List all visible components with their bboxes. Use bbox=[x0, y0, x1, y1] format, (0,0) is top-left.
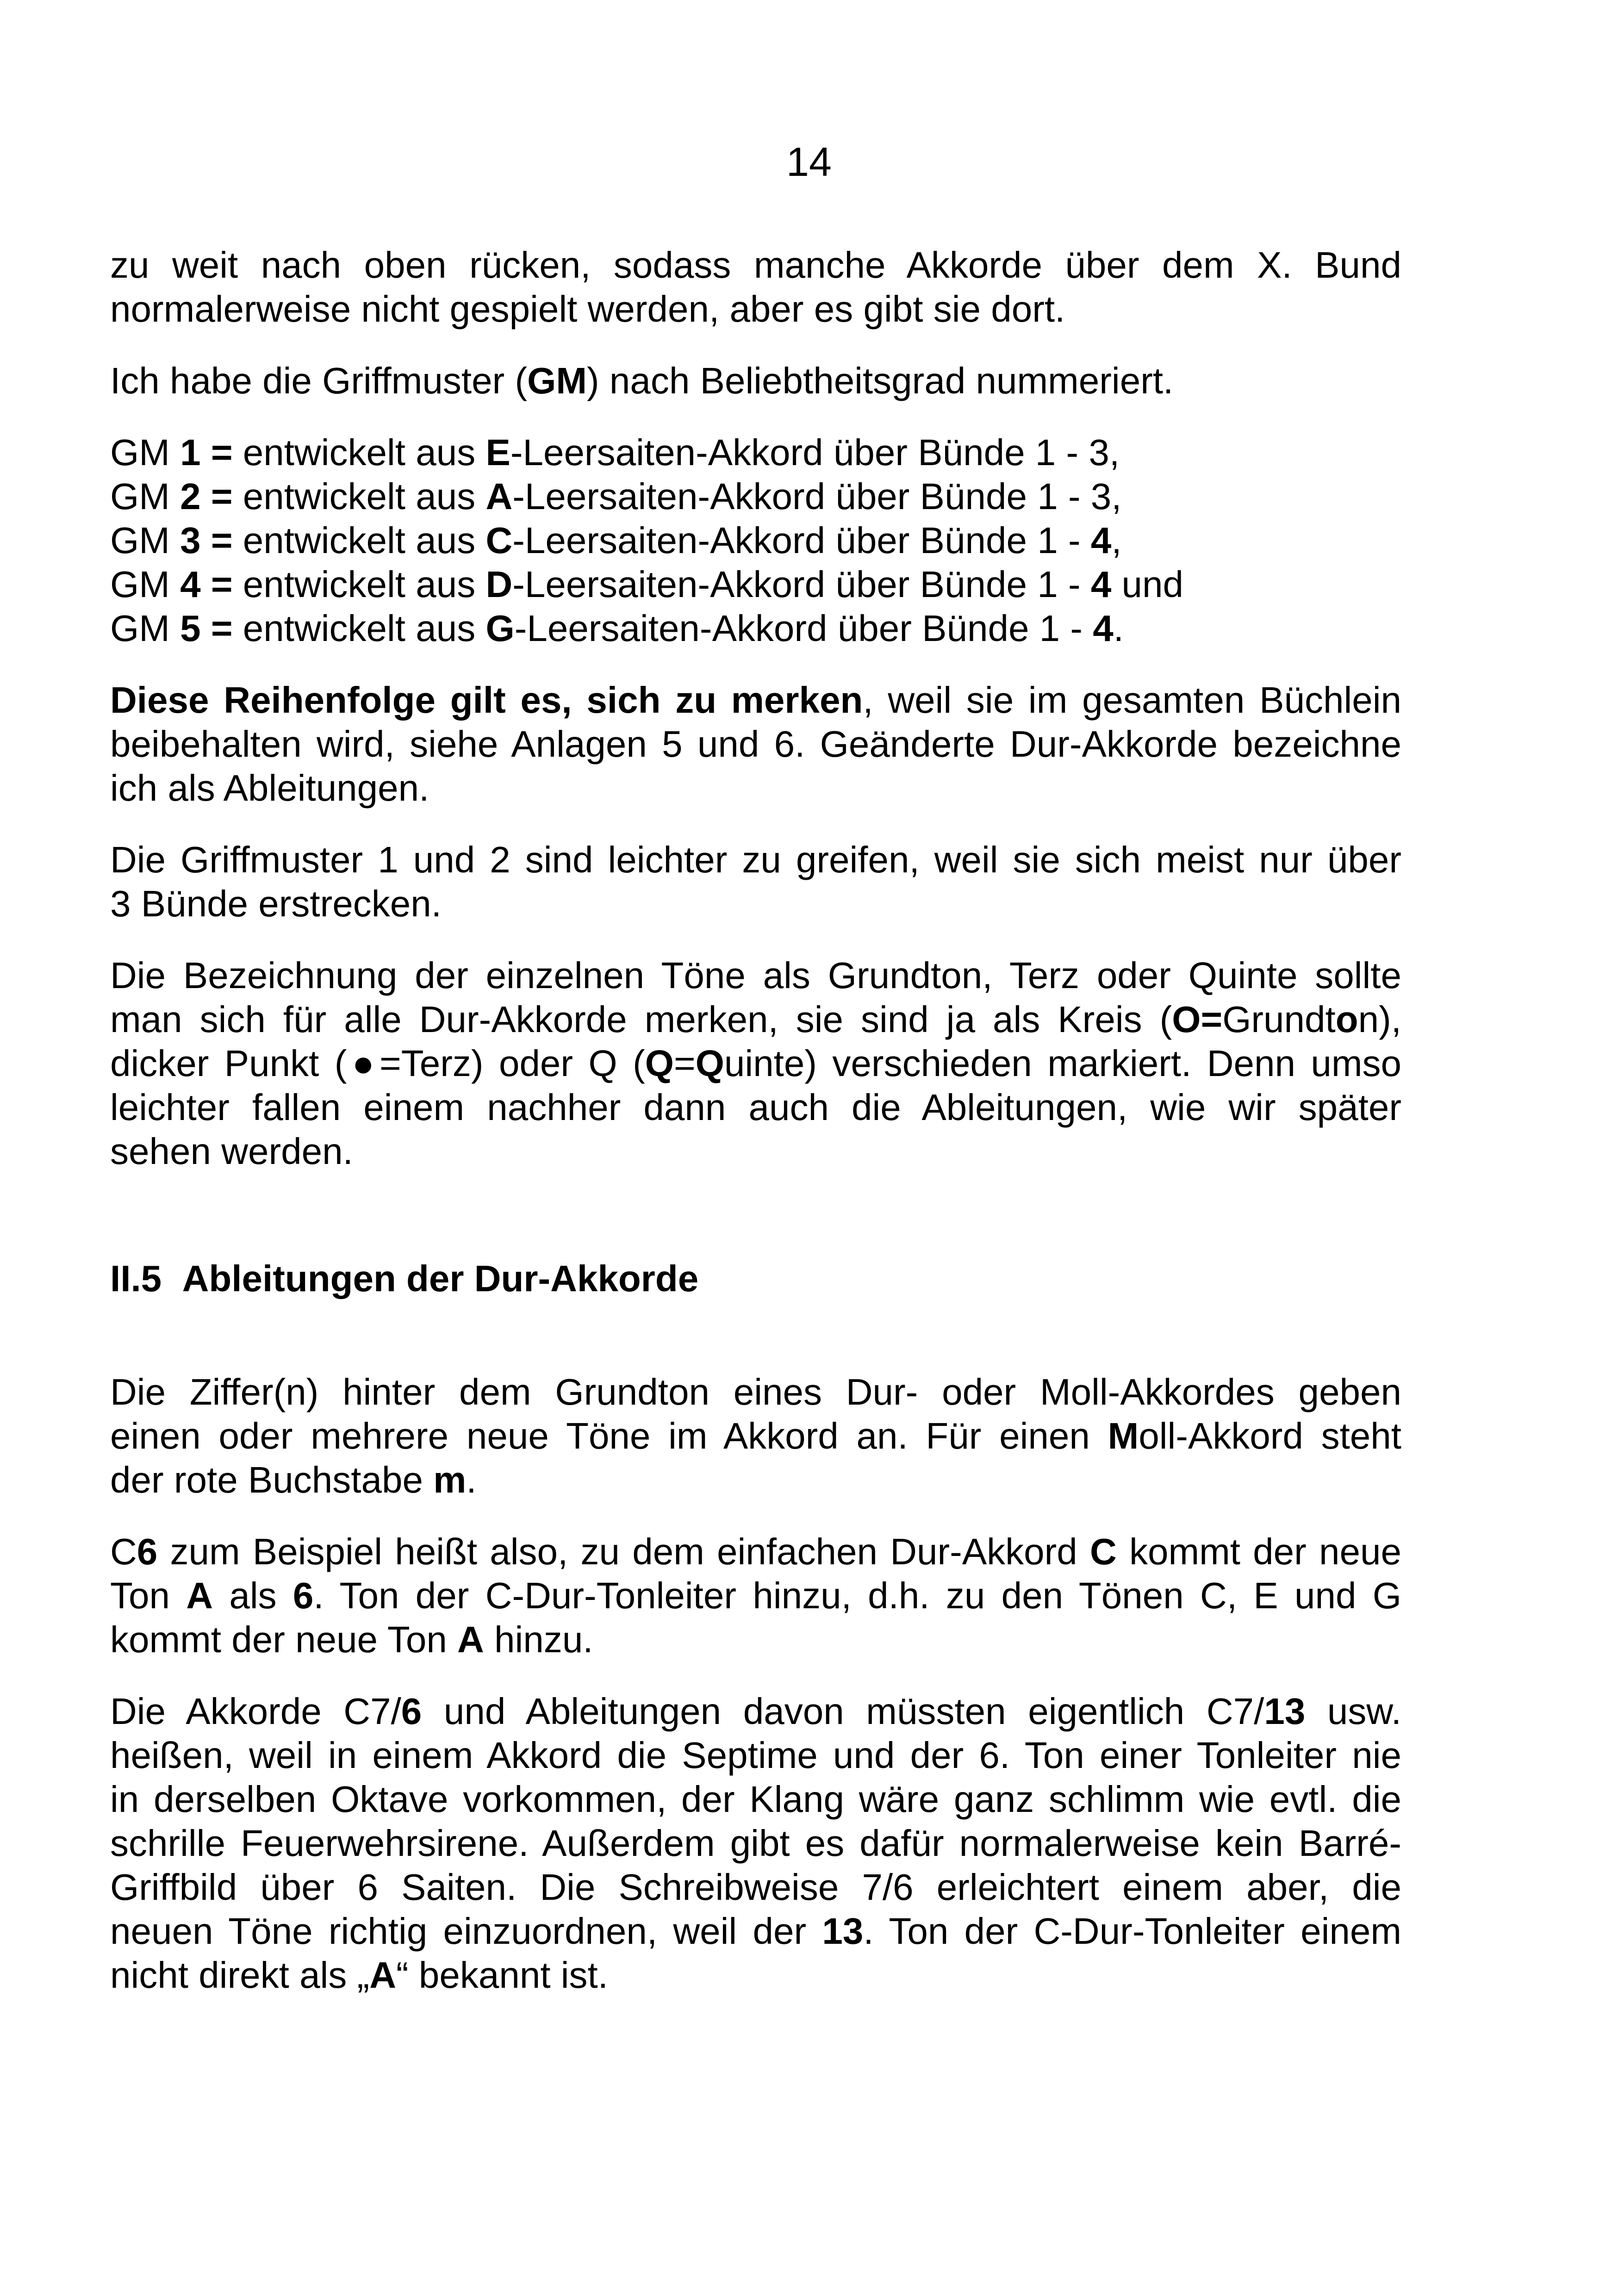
text-line bbox=[110, 1041, 1401, 1085]
text-run: usw. bbox=[1305, 1691, 1402, 1732]
text-run: GM bbox=[110, 476, 180, 517]
gm-list bbox=[110, 430, 1401, 650]
text-run: man sich für alle Dur-Akkorde merken, sie sind ja als Kreis ( bbox=[110, 999, 1172, 1040]
bold-number: 13 bbox=[822, 1910, 864, 1952]
text-run: entwickelt aus bbox=[232, 476, 486, 517]
text-run: -Leersaiten-Akkord über Bünde 1 - 3, bbox=[510, 432, 1120, 473]
text-line bbox=[110, 997, 1401, 1041]
paragraph-reihenfolge bbox=[110, 678, 1401, 810]
text-line bbox=[110, 1689, 1401, 1733]
text-line bbox=[110, 1909, 1401, 1953]
text-line: 3 Bünde erstrecken. bbox=[110, 883, 442, 924]
text-run: -Leersaiten-Akkord über Bünde 1 - bbox=[514, 608, 1093, 649]
bold-number: 6 bbox=[401, 1691, 422, 1732]
text-line: leichter fallen einem nachher dann auch die Ableitungen, wie wir später bbox=[110, 1087, 1401, 1128]
text-run: uinte) verschieden markiert. Denn umso bbox=[724, 1043, 1401, 1084]
text-run: kommt der neue Ton bbox=[110, 1619, 458, 1660]
text-run: entwickelt aus bbox=[232, 564, 486, 605]
text-run: zum Beispiel heißt also, zu dem einfachen Dur-Akkord bbox=[157, 1531, 1090, 1572]
bold-letter: M bbox=[1108, 1415, 1139, 1456]
text-run: als bbox=[213, 1575, 293, 1616]
text-run: und Ableitungen davon müssten eigentlich C7/ bbox=[422, 1691, 1264, 1732]
text-run: GM bbox=[110, 608, 180, 649]
chord-letter: G bbox=[485, 608, 515, 649]
bold-letter: A bbox=[186, 1575, 213, 1616]
bold-letter: A bbox=[369, 1954, 396, 1996]
text-line bbox=[110, 678, 1401, 722]
list-item bbox=[110, 474, 1401, 518]
bold-letter: C bbox=[1089, 1531, 1117, 1572]
chord-letter: E bbox=[485, 432, 510, 473]
text-run: -Leersaiten-Akkord über Bünde 1 - 3, bbox=[512, 476, 1122, 517]
bold-symbol: Q bbox=[645, 1043, 674, 1084]
bold-number: 6 bbox=[292, 1575, 314, 1616]
bold-number: 13 bbox=[1264, 1691, 1306, 1732]
bold-number: 6 bbox=[137, 1531, 158, 1572]
text-line: schrille Feuerwehrsirene. Außerdem gibt es dafür normalerweise kein Barré- bbox=[110, 1823, 1401, 1864]
text-line: heißen, weil in einem Akkord die Septime und der 6. Ton einer Tonleiter nie bbox=[110, 1735, 1401, 1776]
bold-phrase: Diese Reihenfolge gilt es, sich zu merken bbox=[110, 679, 863, 721]
list-item bbox=[110, 430, 1401, 474]
text-run: “ bekannt ist. bbox=[396, 1954, 608, 1996]
text-run: . Ton der C-Dur-Tonleiter einem bbox=[863, 1910, 1401, 1952]
text-run: Grundt bbox=[1222, 999, 1336, 1040]
text-line: sehen werden. bbox=[110, 1131, 353, 1172]
text-run: Die Akkorde C7/ bbox=[110, 1691, 401, 1732]
page-content bbox=[110, 243, 1401, 2025]
section-number: II.5 bbox=[110, 1258, 162, 1299]
text-line: Die Griffmuster 1 und 2 sind leichter zu greifen, weil sie sich meist nur über bbox=[110, 839, 1401, 880]
paragraph-c6-beispiel bbox=[110, 1530, 1401, 1661]
text-run: kommt der neue bbox=[1116, 1531, 1401, 1572]
text-run: C bbox=[110, 1531, 137, 1572]
text-run: -Leersaiten-Akkord über Bünde 1 - bbox=[512, 564, 1091, 605]
bold-symbol: O= bbox=[1172, 999, 1223, 1040]
text-run: . Ton der C-Dur-Tonleiter hinzu, d.h. zu den Tönen C, E und G bbox=[313, 1575, 1401, 1616]
gm-number: 4 = bbox=[180, 564, 233, 605]
bold-symbol: o bbox=[1335, 999, 1358, 1040]
text-run: einen oder mehrere neue Töne im Akkord an. Für einen bbox=[110, 1415, 1108, 1456]
text-line: Griffbild über 6 Saiten. Die Schreibweise 7/6 erleichtert einem aber, die bbox=[110, 1867, 1401, 1908]
text-line bbox=[110, 1574, 1401, 1618]
text-run: ) nach Beliebtheitsgrad nummeriert. bbox=[587, 360, 1174, 401]
text-run: dicker Punkt (●=Terz) oder Q ( bbox=[110, 1043, 645, 1084]
section-heading bbox=[110, 1257, 1401, 1300]
text-run: oll-Akkord steht bbox=[1139, 1415, 1402, 1456]
text-line bbox=[110, 1414, 1401, 1458]
paragraph-c7-6 bbox=[110, 1689, 1401, 1997]
text-line: ich als Ableitungen. bbox=[110, 767, 429, 809]
gm-number: 5 = bbox=[180, 608, 233, 649]
text-line: Die Ziffer(n) hinter dem Grundton eines Dur- oder Moll-Akkordes geben bbox=[110, 1371, 1401, 1412]
chord-letter: A bbox=[485, 476, 513, 517]
fret-number: 4 bbox=[1090, 564, 1112, 605]
text-line: normalerweise nicht gespielt werden, aber es gibt sie dort. bbox=[110, 288, 1065, 330]
section-title: Ableitungen der Dur-Akkorde bbox=[182, 1258, 699, 1299]
text-line: beibehalten wird, siehe Anlagen 5 und 6. Geänderte Dur-Akkorde bezeichne bbox=[110, 723, 1401, 765]
text-run: . bbox=[466, 1459, 477, 1500]
text-run: , bbox=[1111, 520, 1122, 561]
text-line bbox=[110, 1618, 1401, 1661]
text-run: -Leersaiten-Akkord über Bünde 1 - bbox=[512, 520, 1091, 561]
bold-symbol: Q bbox=[695, 1043, 724, 1084]
fret-number: 4 bbox=[1093, 608, 1114, 649]
text-run: GM bbox=[110, 520, 180, 561]
text-run: neuen Töne richtig einzuordnen, weil der bbox=[110, 1910, 822, 1952]
gm-number: 1 = bbox=[180, 432, 233, 473]
page-number: 14 bbox=[786, 139, 832, 185]
text-run: der rote Buchstabe bbox=[110, 1459, 434, 1500]
text-run: , weil sie im gesamten Büchlein bbox=[863, 679, 1402, 721]
text-line bbox=[110, 1458, 1401, 1502]
text-run: = bbox=[673, 1043, 696, 1084]
paragraph-ziffern bbox=[110, 1370, 1401, 1502]
bold-term: GM bbox=[527, 360, 587, 401]
text-run: n), bbox=[1358, 999, 1401, 1040]
paragraph-griffmuster-leichter bbox=[110, 838, 1401, 926]
bold-letter: A bbox=[457, 1619, 484, 1660]
text-run: GM bbox=[110, 432, 180, 473]
fret-number: 4 bbox=[1090, 520, 1112, 561]
text-line: in derselben Oktave vorkommen, der Klang wäre ganz schlimm wie evtl. die bbox=[110, 1779, 1401, 1820]
paragraph-bezeichnung bbox=[110, 953, 1401, 1173]
text-run: und bbox=[1111, 564, 1184, 605]
list-item bbox=[110, 562, 1401, 606]
list-item bbox=[110, 518, 1401, 562]
text-run: entwickelt aus bbox=[232, 520, 486, 561]
text-run: GM bbox=[110, 564, 180, 605]
text-line bbox=[110, 1530, 1401, 1574]
text-run: hinzu. bbox=[484, 1619, 593, 1660]
text-run: Ton bbox=[110, 1575, 187, 1616]
text-run: . bbox=[1113, 608, 1124, 649]
paragraph-intro bbox=[110, 243, 1401, 331]
chord-letter: D bbox=[485, 564, 513, 605]
text-run: nicht direkt als „ bbox=[110, 1954, 370, 1996]
text-line: Die Bezeichnung der einzelnen Töne als Grundton, Terz oder Quinte sollte bbox=[110, 955, 1401, 996]
text-line: zu weit nach oben rücken, sodass manche Akkorde über dem X. Bund bbox=[110, 244, 1401, 286]
gm-number: 2 = bbox=[180, 476, 233, 517]
chord-letter: C bbox=[485, 520, 513, 561]
text-run: Ich habe die Griffmuster ( bbox=[110, 360, 528, 401]
list-item bbox=[110, 606, 1401, 650]
bold-letter: m bbox=[433, 1459, 467, 1500]
text-run: entwickelt aus bbox=[232, 432, 486, 473]
text-line bbox=[110, 1953, 1401, 1997]
text-run: entwickelt aus bbox=[232, 608, 486, 649]
gm-number: 3 = bbox=[180, 520, 233, 561]
paragraph-griffmuster bbox=[110, 359, 1401, 403]
